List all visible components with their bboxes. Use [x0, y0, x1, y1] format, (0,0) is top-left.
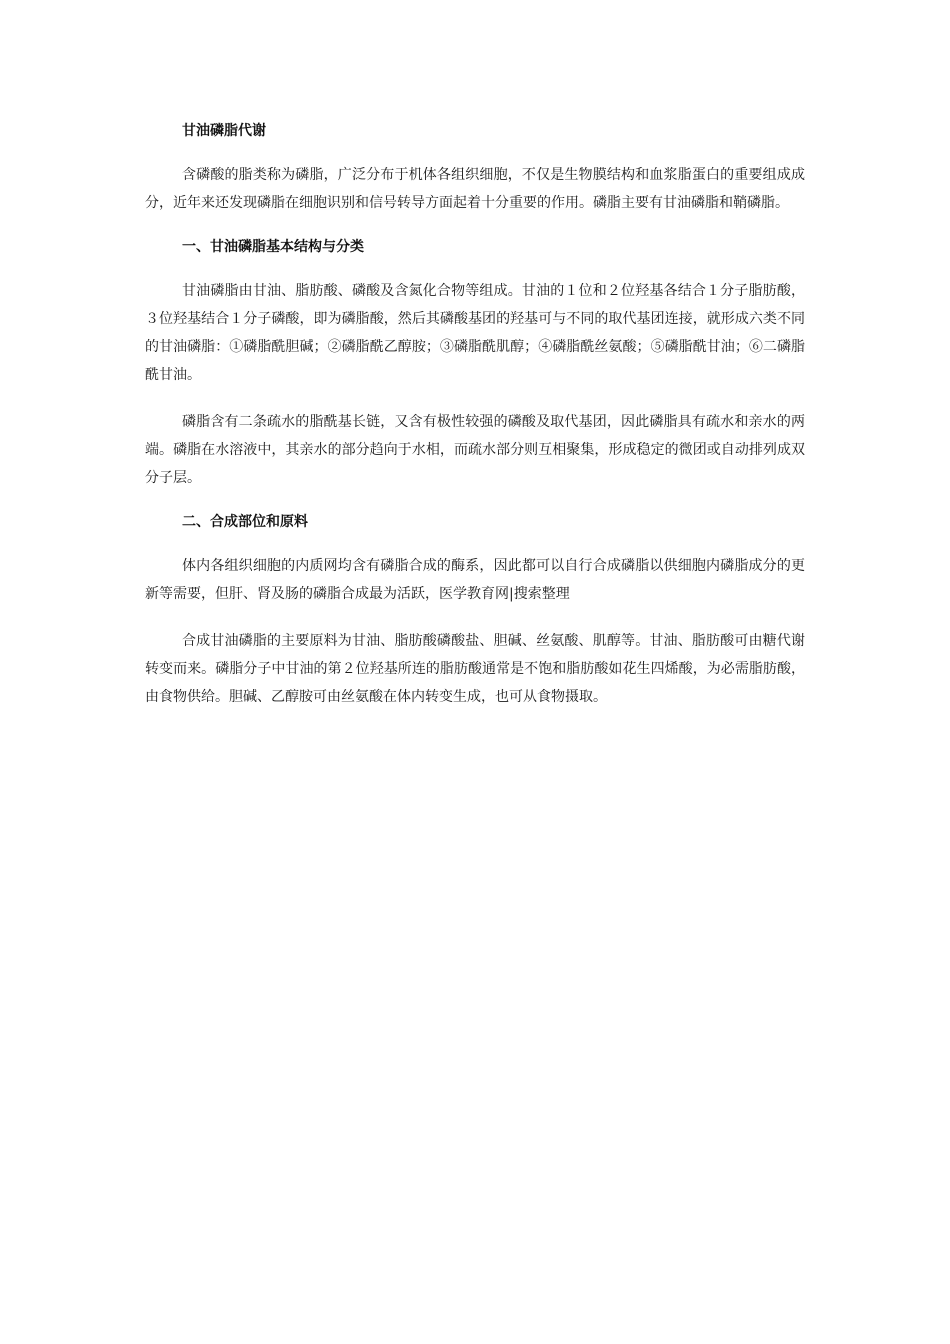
document-page	[145, 120, 805, 730]
intro-paragraph: 含磷酸的脂类称为磷脂，广泛分布于机体各组织细胞，不仅是生物膜结构和血浆脂蛋白的重要组成成分，近年来还发现磷脂在细胞识别和信号转导方面起着十分重要的作用。磷脂主要有甘油磷脂和鞘磷脂。	[145, 167, 805, 211]
document-title: 甘油磷脂代谢	[182, 123, 266, 139]
section-2-paragraph-1: 体内各组织细胞的内质网均含有磷脂合成的酶系，因此都可以自行合成磷脂以供细胞内磷脂成分的更新等需要，但肝、肾及肠的磷脂合成最为活跃，医学教育网|搜索整理	[145, 558, 805, 602]
section-1-paragraph-2: 磷脂含有二条疏水的脂酰基长链，又含有极性较强的磷酸及取代基团，因此磷脂具有疏水和亲水的两端。磷脂在水溶液中，其亲水的部分趋向于水相，而疏水部分则互相聚集，形成稳定的微团或自动排列成双分子层。	[145, 414, 805, 486]
section-2-paragraph-2: 合成甘油磷脂的主要原料为甘油、脂肪酸磷酸盐、胆碱、丝氨酸、肌醇等。甘油、脂肪酸可由糖代谢转变而来。磷脂分子中甘油的第２位羟基所连的脂肪酸通常是不饱和脂肪酸如花生四烯酸，为必需脂肪酸，由食物供给。胆碱、乙醇胺可由丝氨酸在体内转变生成，也可从食物摄取。	[145, 633, 805, 705]
section-1-paragraph-1: 甘油磷脂由甘油、脂肪酸、磷酸及含氮化合物等组成。甘油的１位和２位羟基各结合１分子脂肪酸，３位羟基结合１分子磷酸，即为磷脂酸，然后其磷酸基团的羟基可与不同的取代基团连接，就形成六类不同的甘油磷脂：①磷脂酰胆碱；②磷脂酰乙醇胺；③磷脂酰肌醇；④磷脂酰丝氨酸；⑤磷脂酰甘油；⑥二磷脂酰甘油。	[145, 283, 805, 383]
section-1-heading: 一、甘油磷脂基本结构与分类	[182, 239, 364, 255]
section-2-heading: 二、合成部位和原料	[182, 514, 308, 530]
